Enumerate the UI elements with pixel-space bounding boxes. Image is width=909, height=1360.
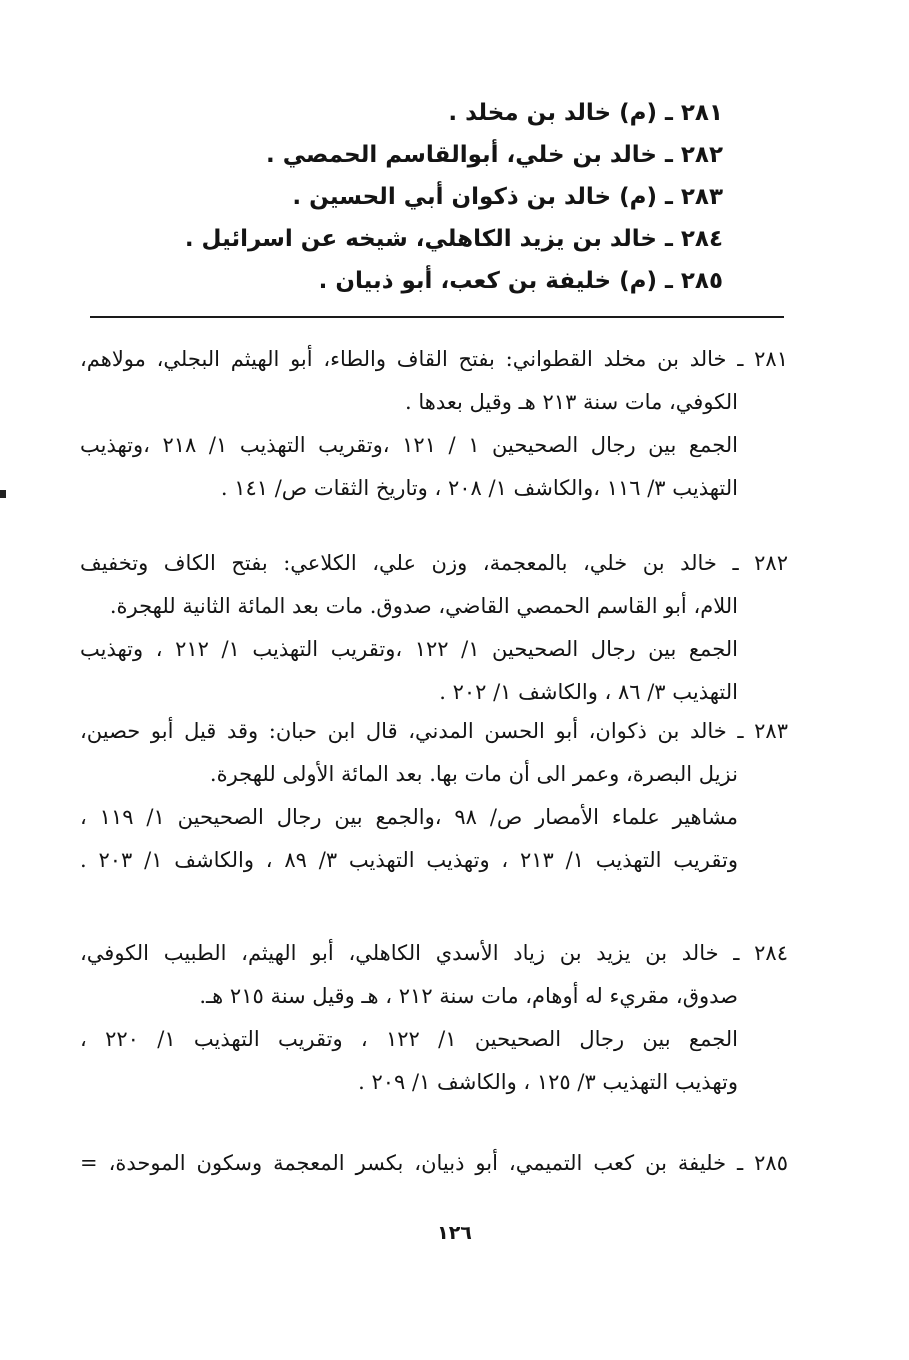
footnote-line: الكوفي، مات سنة ٢١٣ هـ وقيل بعدها . <box>405 390 738 414</box>
footnote-line: ٢٨٤ ـ خالد بن يزيد بن زياد الأسدي الكاهلي، أبو الهيثم، الطبيب الكوفي، <box>80 941 788 965</box>
footnote-line: وتهذيب التهذيب ٣/ ١٢٥ ، والكاشف ١/ ٢٠٩ . <box>358 1070 738 1094</box>
narrator-entry-282: ٢٨٢ ـ خالد بن خلي، أبوالقاسم الحمصي . <box>266 142 723 168</box>
footnote-282 <box>80 542 788 714</box>
footnote-283 <box>80 710 788 882</box>
narrator-entry-284: ٢٨٤ ـ خالد بن يزيد الكاهلي، شيخه عن اسرائيل . <box>184 226 723 252</box>
narrator-list <box>163 92 723 302</box>
footnote-line: وتقريب التهذيب ١/ ٢١٣ ، وتهذيب التهذيب ٣/ ٨٩ ، والكاشف ١/ ٢٠٣ . <box>80 848 738 872</box>
footnote-285 <box>80 1142 788 1185</box>
footnote-line: ٢٨٣ ـ خالد بن ذكوان، أبو الحسن المدني، قال ابن حبان: وقد قيل أبو حصين، <box>80 719 788 743</box>
footnote-281 <box>80 338 788 510</box>
footnote-line: الجمع بين رجال الصحيحين ١ / ١٢١ ،وتقريب التهذيب ١/ ٢١٨ ،وتهذيب <box>80 433 738 457</box>
footnote-line: ٢٨٥ ـ خليفة بن كعب التميمي، أبو ذبيان، بكسر المعجمة وسكون الموحدة، = <box>80 1151 788 1175</box>
narrator-entry-285: ٢٨٥ ـ (م) خليفة بن كعب، أبو ذبيان . <box>318 268 723 294</box>
footnote-separator <box>90 316 784 318</box>
footnote-line: نزيل البصرة، وعمر الى أن مات بها. بعد المائة الأولى للهجرة. <box>209 762 738 786</box>
footnote-line: مشاهير علماء الأمصار ص/ ٩٨ ،والجمع بين رجال الصحيحين ١/ ١١٩ ، <box>80 805 739 829</box>
footnote-line: التهذيب ٣/ ١١٦ ،والكاشف ١/ ٢٠٨ ، وتاريخ الثقات ص/ ١٤١ . <box>220 476 738 500</box>
page-number: ١٢٦ <box>437 1222 472 1244</box>
narrator-entry-281: ٢٨١ ـ (م) خالد بن مخلد . <box>448 100 723 126</box>
footnote-line: اللام، أبو القاسم الحمصي القاضي، صدوق. مات بعد المائة الثانية للهجرة. <box>109 594 738 618</box>
footnote-line: صدوق، مقريء له أوهام، مات سنة ٢١٢ ، هـ وقيل سنة ٢١٥ هـ. <box>199 984 738 1008</box>
footnote-line: الجمع بين رجال الصحيحين ١/ ١٢٢ ،وتقريب التهذيب ١/ ٢١٢ ، وتهذيب <box>80 637 738 661</box>
narrator-entry-283: ٢٨٣ ـ (م) خالد بن ذكوان أبي الحسين . <box>292 184 723 210</box>
footnote-line: التهذيب ٣/ ٨٦ ، والكاشف ١/ ٢٠٢ . <box>439 680 738 704</box>
footnote-line: الجمع بين رجال الصحيحين ١/ ١٢٢ ، وتقريب التهذيب ١/ ٢٢٠ ، <box>80 1027 738 1051</box>
footnote-line: ٢٨٢ ـ خالد بن خلي، بالمعجمة، وزن علي، الكلاعي: بفتح الكاف وتخفيف <box>80 551 788 575</box>
footnote-284 <box>80 932 788 1104</box>
footnote-line: ٢٨١ ـ خالد بن مخلد القطواني: بفتح القاف والطاء، أبو الهيثم البجلي، مولاهم، <box>80 347 788 371</box>
margin-mark <box>0 490 6 498</box>
